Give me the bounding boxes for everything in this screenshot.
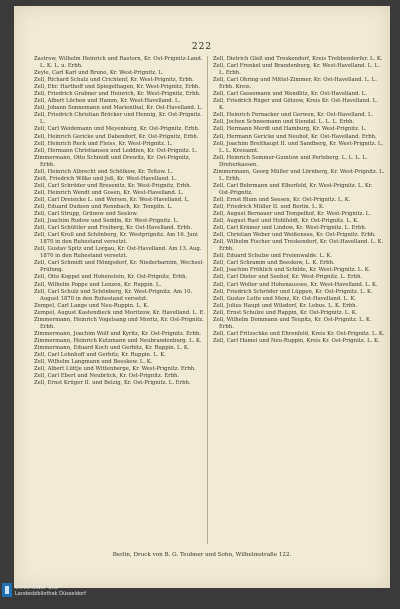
- directory-entry: Zeiß, Friedrich Wilke und Jeß, Kr. West-Havelland. L.: [34, 175, 177, 182]
- directory-entry: Zell, Jochen Schneemann und Stendal. L. L. L. Erbh.: [213, 119, 355, 126]
- directory-entry: Zell, Carl Lehnhoff und Gerbitz, Kr. Ruppin. L. K.: [34, 351, 166, 358]
- directory-entry: Zell, Carl Schüttler und Freiberg, Kr. Ost-Havelland. Erbh.: [34, 225, 192, 232]
- directory-entry: Zell, Heinrich Fernacker und Gerwen, Kr. Ost-Havelland. L.: [213, 112, 374, 119]
- directory-entry: Zell, Friedrich Christian Bröcker und Hennig, Kr. Ost-Prignitz. L.: [34, 112, 202, 126]
- document-page: [14, 6, 390, 588]
- printer-footer: Berlin, Druck von B. G. Teubner und Sohn, Wilhelmstraße 122.: [112, 552, 292, 558]
- directory-entry: Zell, Carl Schröder und Bresenitz, Kr. West-Prignitz, Erbh.: [34, 182, 192, 189]
- directory-entry: Zell, Hermann Christiansen und Leddien, Kr. Ost-Prignitz. L.: [34, 147, 198, 154]
- directory-entry: Zempel, Carl Lange und Neu-Ruppin. L. K.: [34, 302, 149, 309]
- directory-entry: Zell, Heinrich Albrecht und Schölkow, Kr. Teltow. L.: [34, 168, 173, 175]
- directory-entry: Zell, Carl Schmidt und Hönigsdorf, Kr. Niederbarnim, Wechsel-Prüfung.: [34, 260, 205, 274]
- directory-entry: Zell, Carl Hamel und Neu-Ruppin, Kreis Kr. Ost-Prignitz. L. K.: [213, 337, 380, 344]
- library-name: [15, 585, 86, 597]
- directory-entry: Zell, Christian Weber und Weißensee, Kr. Ost-Prignitz. Erbh.: [213, 232, 376, 239]
- left-column: [34, 56, 206, 546]
- directory-entry: Zell, Carl Gassemann und Wendlitz, Kr. Ost-Havelland. L.: [213, 91, 367, 98]
- page-number: 222: [191, 42, 213, 52]
- directory-entry: Zell, August Rast und Hohlfeldt, Kr. Ost-Prignitz. L. K.: [213, 218, 359, 225]
- directory-entry: Zell, Heinrich Wendt und Gosen, Kr. West-Havelland. L.: [34, 189, 184, 196]
- directory-entry: Zempel, August Kastendieck und Moritzow, Kr. Havelland. L. E.: [34, 309, 206, 316]
- directory-entry: Zell, Joachim Rudow und Seddin, Kr. West-Prignitz. L.: [34, 218, 179, 225]
- directory-entry: Zell, Albert Lüttje und Wittenberge, Kr. West-Prignitz. Erbh.: [34, 366, 196, 373]
- directory-entry: Zell, Friedrich Müller II. und Berlin. L. K.: [213, 203, 325, 210]
- directory-entry: Zell, Eduard Schulze und Freienwalde. L. K.: [213, 253, 333, 260]
- directory-entry: Zell, Carl Ohring und Mittel-Zimmer, Kr. Ost-Havelland. L. L. Erbh. Kreis.: [213, 77, 377, 91]
- directory-entry: Zell, Heinrich Sommer-Gumtow und Perleberg. L. L. L. L. Dreherkassen.: [213, 154, 368, 168]
- directory-entry: Zell, Albert Löchen und Hamm, Kr. West-Havelland. L.: [34, 98, 181, 105]
- directory-entry: Zell, August Bernauer und Tempelhof, Kr. West-Prignitz. L.: [213, 211, 371, 218]
- directory-entry: Zell, Carl Krämer und Lindow, Kr. West-Prignitz. L. Erbh.: [213, 225, 367, 232]
- directory-entry: Zell, Carl Wolter und Hohenaussee, Kr. West-Havelland. L. K.: [213, 281, 378, 288]
- directory-entry: Zell, Carl Dreisicke L. und Wersen, Kr. West-Havelland. L.: [34, 196, 190, 203]
- directory-entry: Zell, Carl Kroll und Schönberg, Kr. Westprignitz. Am 16. Juni 1870 in den Ruhestand versetzt.: [34, 232, 198, 246]
- directory-entry: Zell, Ernst Krüger II. und Belzig, Kr. Ost-Prignitz. L. Erbh.: [34, 380, 191, 387]
- directory-entry: Zimmermann, Eduard Koch und Gerbitz, Kr. Ruppin. L. K.: [34, 344, 190, 351]
- directory-entry: Zell, Heinrich Gericke und Dabendorf, Kr. Ost-Prignitz, Erbh.: [34, 133, 199, 140]
- directory-entry: Zell, Friedrich Grabner und Heinrich, Kr. West-Prignitz, Erbh.: [34, 91, 201, 98]
- directory-entry: Zell, Eduard Dudzen und Rennbach, Kr. Templin. L.: [34, 203, 173, 210]
- directory-entry: Zell, Ehr. Harthoff und Spiegelhagen, Kr. West-Prignitz, Erbh.: [34, 84, 201, 91]
- directory-entry: Zell, Richard Schulz und Crichtenf, Kr. West-Prignitz, Erbh.: [34, 77, 194, 84]
- library-logo-icon: [2, 583, 12, 597]
- directory-entry: Zell, Gustav Spitz und Lorgau, Kr. Ost-Havelland. Am 13. Aug. 1870 in den Ruhestand versetzt.: [34, 246, 202, 260]
- directory-entry: Zimmermann, Otto Schmidt und Drewitz, Kr. Ost-Prignitz, Erbh.: [34, 154, 191, 168]
- directory-entry: Zell, Otto Koppel und Hohenstein, Kr. Ost-Prignitz, Erbh.: [34, 274, 188, 281]
- directory-entry: Zell, Friedrich Rüger und Götzow, Kreis Kr. Ost-Havelland. L. K.: [213, 98, 378, 112]
- directory-entry: Zell, Friedrich Schröder und Lüppen, Kr. Ost-Prignitz. L. K.: [213, 288, 373, 295]
- directory-entry: Zell, Johann Sonnemann und Marienthal, Kr. Ost-Havelland. L.: [34, 105, 203, 112]
- directory-entry: Zimmermann, Georg Müller und Lörnberg, Kr. West-Prignitz. L. L. Erbh.: [213, 168, 385, 182]
- directory-entry: Zimmermann, Heinrich Kutzmann und Neubrandenburg. L. K.: [34, 337, 202, 344]
- directory-entry: Zimmermann, Joachim Wolf und Kyritz, Kr. Ost-Prignitz. Erbh.: [34, 330, 202, 337]
- library-name-line-1: Universitäts- und: [15, 585, 58, 591]
- directory-entry: Zell, Carl Schulz und Schönberg, Kr. West-Prignitz. Am 10. August 1870 in den Ruhestand versetzt.: [34, 288, 193, 302]
- directory-entry: Zell, Carl Behrmann und Elberfeld, Kr. West-Prignitz. L. Kr. Ost-Prignitz.: [213, 182, 373, 196]
- directory-entry: Zell, Joachim Breithaupt II. und Sandberg, Kr. West-Prignitz. L. L. L. Kreisamt.: [213, 140, 384, 154]
- directory-entry: Zell, Hermann Gericke und Neuhof, Kr. Ost-Havelland. Erbh.: [213, 133, 377, 140]
- directory-entry: Zell, Carl Schramm und Beeskow, L. K. Erbh.: [213, 260, 335, 267]
- directory-entry: Zell, Heinrich Reck und Fleiss, Kr. West-Prignitz. L.: [34, 140, 173, 147]
- directory-entry: Zell, Carl Weidemann und Meyenburg, Kr. Ost-Prignitz. Erbh.: [34, 126, 200, 133]
- library-name-line-2: Landesbibliothek Düsseldorf: [15, 591, 86, 597]
- directory-entry: Zell, Carl Ebert und Neubrück, Kr. Ost-Prignitz. Erbh.: [34, 373, 180, 380]
- directory-entry: Zell, Gustav Lotte und Menz, Kr. Ost-Havelland. L. K.: [213, 295, 357, 302]
- directory-entry: Zell, Ernst Blum und Seesen, Kr. Ost-Prignitz. L. K.: [213, 196, 351, 203]
- directory-entry: Zell, Carl Frenkel und Brandenburg, Kr. West-Havelland. L. L. L. Erbh.: [213, 63, 380, 77]
- directory-entry: Zell, Wilhelm Poppe und Lenzen, Kr. Ruppin. L.: [34, 281, 162, 288]
- directory-entry: Zell, Joachim Fröhlich und Schilde, Kr. West-Prignitz. L. K.: [213, 267, 371, 274]
- directory-entry: Zell, Carl Fritzschke und Ehrenfeld, Kreis Kr. Ost-Prignitz. L. K.: [213, 330, 385, 337]
- directory-entry: Zell, Wilhelm Langmann und Beeskow. L. K.: [34, 359, 153, 366]
- column-divider: [207, 56, 208, 544]
- directory-entry: Zell, Wilhelm Dommann und Teupitz, Kr. Ost-Prignitz. L. K. Erbh.: [213, 316, 372, 330]
- directory-entry: Zell, Ernst Schulze und Rappin, Kr. Ost-Prignitz. L. K.: [213, 309, 358, 316]
- directory-entry: Zeyle, Carl Karl und Bruno, Kr. West-Prignitz. L.: [34, 70, 164, 77]
- directory-entry: Zell, Dietrich Gleß und Treskendorf, Kreis Trebbendorfer. L. K.: [213, 56, 383, 62]
- directory-entry: Zell, Hermann Merdt und Hamburg, Kr. West-Prignitz. L.: [213, 126, 367, 133]
- right-column: [213, 56, 385, 546]
- directory-entry: Zastrow, Wilhelm Heinrich und Rastorn, Kr. Ost-Prignitz-Land. L. K. L. u. Erbh.: [34, 56, 203, 70]
- directory-entry: Zell, Julius Haupt und Wilsdorf, Kr. Lebus. L. K. Erbh.: [213, 302, 358, 309]
- directory-entry: Zell, Carl Strupp, Grünow und Seelow.: [34, 211, 138, 218]
- directory-entry: Zell, Carl Dieter und Seehof, Kr. West-Prignitz. L. Erbh.: [213, 274, 363, 281]
- directory-entry: Zimmermann, Heinrich Vogelsang und Moritz, Kr. Ost-Prignitz. Erbh.: [34, 316, 204, 330]
- directory-entry: Zell, Wilhelm Fischer und Treskendorf, Kr. Ost-Havelland. L. K. Erbh.: [213, 239, 384, 253]
